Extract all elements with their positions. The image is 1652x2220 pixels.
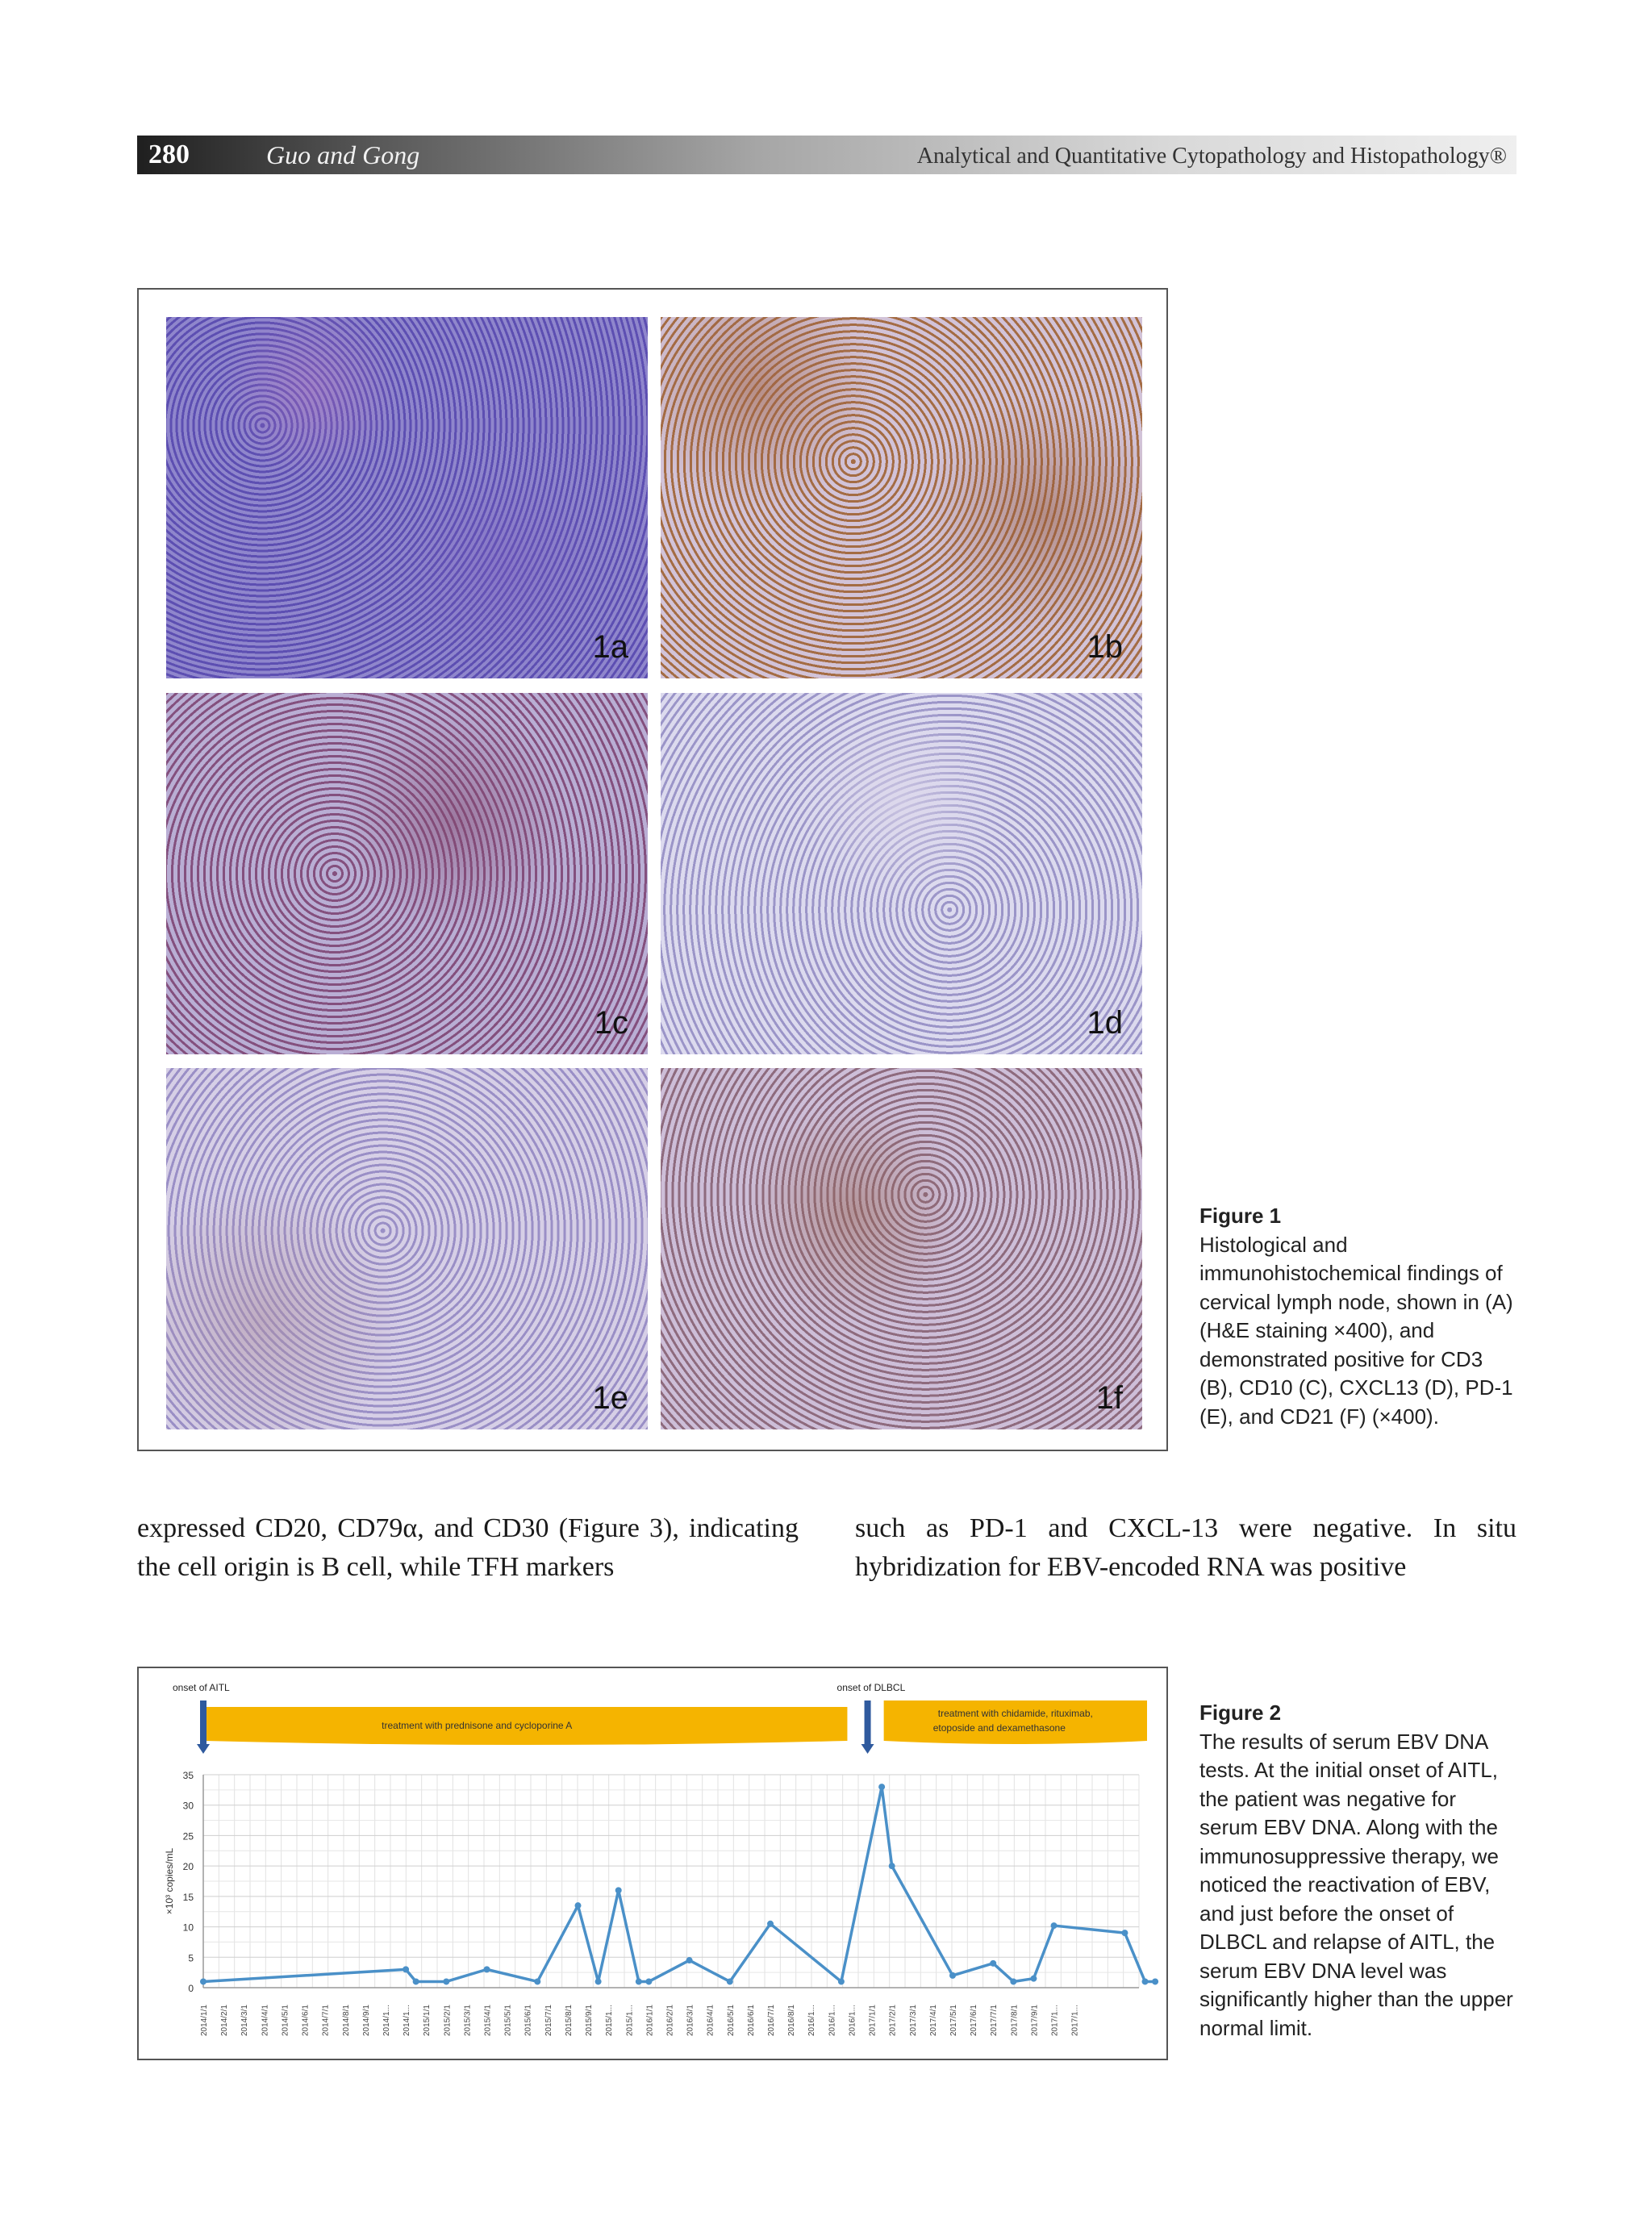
x-tick-label: 2016/4/1 <box>706 2005 715 2036</box>
x-tick-label: 2016/7/1 <box>767 2005 777 2036</box>
running-authors: Guo and Gong <box>266 140 420 169</box>
body-text-left: expressed CD20, CD79α, and CD30 (Figure 3), indicating the cell origin is B cell, while TFH markers <box>137 1513 799 1582</box>
x-tick-label: 2015/8/1 <box>564 2005 574 2036</box>
figure-1-caption <box>1199 1202 1514 1431</box>
data-point <box>484 1966 490 1972</box>
x-tick-label: 2017/6/1 <box>970 2005 979 2036</box>
data-point <box>1142 1978 1149 1984</box>
x-tick-label: 2016/8/1 <box>787 2005 797 2036</box>
panel-1f <box>661 1068 1142 1429</box>
figure-1 <box>137 288 1168 1451</box>
figure-1-caption-text: Histological and immunohistochemical findings of cervical lymph node, shown in (A) (H&E staining ×400), and demonstrated positive for CD3 (B), CD10 (C), CXCL13 (D), PD-1 (E), and CD21 (F) (×400). <box>1199 1232 1513 1429</box>
x-tick-label: 2017/1/1 <box>868 2005 878 2036</box>
y-tick-label: 35 <box>182 1770 194 1781</box>
y-tick-label: 10 <box>182 1922 194 1934</box>
data-point <box>636 1978 642 1984</box>
x-tick-label: 2015/5/1 <box>503 2005 513 2036</box>
x-tick-label: 2015/2/1 <box>443 2005 453 2036</box>
panel-label: 1f <box>1095 1380 1123 1416</box>
panel-label: 1e <box>592 1380 628 1416</box>
x-tick-label: 2014/5/1 <box>281 2005 290 2036</box>
data-point <box>767 1921 774 1927</box>
x-tick-label: 2014/1... <box>403 2005 412 2036</box>
x-tick-label: 2016/3/1 <box>686 2005 695 2036</box>
x-tick-label: 2017/8/1 <box>1010 2005 1020 2036</box>
onset-dlbcl-marker-label: onset of DLBCL <box>836 1682 906 1693</box>
panel-1b <box>661 317 1142 678</box>
x-tick-label: 2017/1... <box>1070 2005 1080 2036</box>
x-tick-label: 2016/1... <box>828 2005 837 2036</box>
onset-aitl-marker-arrow-head <box>197 1744 210 1754</box>
x-tick-label: 2015/3/1 <box>463 2005 473 2036</box>
y-axis-label: ×10³ copies/mL <box>164 1847 175 1915</box>
x-tick-label: 2014/6/1 <box>301 2005 311 2036</box>
data-point <box>575 1902 582 1909</box>
x-tick-label: 2017/4/1 <box>928 2005 938 2036</box>
data-point <box>645 1978 652 1984</box>
x-tick-label: 2017/1... <box>1050 2005 1060 2036</box>
data-point <box>1152 1978 1158 1984</box>
panel-label: 1a <box>592 629 628 665</box>
data-point <box>534 1978 540 1984</box>
panel-1a <box>166 317 648 678</box>
x-tick-label: 2016/6/1 <box>746 2005 756 2036</box>
x-tick-label: 2015/6/1 <box>524 2005 533 2036</box>
data-point <box>889 1863 895 1869</box>
ebv-dna-chart <box>139 1668 1166 2059</box>
x-tick-label: 2016/2/1 <box>665 2005 675 2036</box>
treatment-2-label-line2: etoposide and dexamethasone <box>932 1722 1066 1734</box>
y-tick-label: 30 <box>182 1800 194 1812</box>
x-tick-label: 2016/1... <box>807 2005 817 2036</box>
page-header <box>137 136 1516 174</box>
x-tick-label: 2017/7/1 <box>990 2005 999 2036</box>
data-point <box>949 1972 956 1979</box>
data-point <box>443 1978 449 1984</box>
x-tick-label: 2017/3/1 <box>908 2005 918 2036</box>
onset-dlbcl-marker-arrow-head <box>861 1744 874 1754</box>
panel-1c <box>166 693 648 1054</box>
data-point <box>1051 1922 1058 1929</box>
figure-1-caption-title: Figure 1 <box>1199 1204 1282 1228</box>
figure-2-caption <box>1199 1699 1514 2043</box>
x-tick-label: 2015/9/1 <box>585 2005 594 2036</box>
y-tick-label: 5 <box>188 1952 194 1964</box>
x-tick-label: 2015/4/1 <box>483 2005 493 2036</box>
y-tick-label: 15 <box>182 1891 194 1903</box>
data-point <box>595 1978 602 1984</box>
x-tick-label: 2014/2/1 <box>220 2005 230 2036</box>
x-tick-label: 2016/1/1 <box>645 2005 655 2036</box>
data-point <box>686 1957 693 1963</box>
data-point <box>1030 1976 1037 1982</box>
data-point <box>615 1887 622 1893</box>
x-tick-label: 2014/8/1 <box>341 2005 351 2036</box>
x-tick-label: 2015/1... <box>625 2005 635 2036</box>
x-tick-label: 2017/2/1 <box>888 2005 898 2036</box>
data-point <box>1121 1930 1128 1936</box>
data-point <box>413 1978 419 1984</box>
panel-label: 1d <box>1087 1005 1123 1041</box>
figure-2-caption-text: The results of serum EBV DNA tests. At the initial onset of AITL, the patient was negative for serum EBV DNA. Along with the immunosuppressive therapy, we noticed the reactivation of EBV, and just before the onset of DLBCL and relapse of AITL, the serum EBV DNA level was significantly higher than the upper normal limit. <box>1199 1729 1513 2040</box>
data-point <box>1010 1978 1016 1984</box>
x-tick-label: 2014/1... <box>382 2005 391 2036</box>
x-tick-label: 2015/7/1 <box>544 2005 553 2036</box>
onset-aitl-marker-label: onset of AITL <box>173 1682 230 1693</box>
y-tick-label: 20 <box>182 1861 194 1873</box>
journal-title: Analytical and Quantitative Cytopathology and Histopathology® <box>916 144 1507 169</box>
page-number: 280 <box>148 140 190 169</box>
x-tick-label: 2016/1... <box>848 2005 857 2036</box>
x-tick-label: 2014/3/1 <box>240 2005 250 2036</box>
data-point <box>990 1960 996 1967</box>
panel-1e <box>166 1068 648 1429</box>
onset-aitl-marker-arrow-shaft <box>200 1700 206 1746</box>
x-tick-label: 2014/4/1 <box>261 2005 270 2036</box>
panel-label: 1b <box>1087 629 1123 665</box>
body-text-right: such as PD-1 and CXCL-13 were negative. In situ hybridization for EBV-encoded RNA was positive <box>855 1513 1516 1582</box>
ebv-series-line <box>203 1787 1155 1981</box>
x-tick-label: 2014/7/1 <box>321 2005 331 2036</box>
data-point <box>727 1978 733 1984</box>
x-tick-label: 2014/1/1 <box>200 2005 209 2036</box>
onset-dlbcl-marker-arrow-shaft <box>865 1700 871 1746</box>
data-point <box>838 1978 845 1984</box>
figure-2 <box>137 1667 1168 2060</box>
y-tick-label: 0 <box>188 1983 194 1994</box>
x-tick-label: 2017/9/1 <box>1030 2005 1040 2036</box>
x-tick-label: 2016/5/1 <box>726 2005 736 2036</box>
data-point <box>200 1978 206 1984</box>
data-point <box>403 1966 409 1972</box>
figure-2-caption-title: Figure 2 <box>1199 1700 1282 1725</box>
x-tick-label: 2017/5/1 <box>949 2005 959 2036</box>
data-point <box>878 1784 885 1790</box>
panel-1d <box>661 693 1142 1054</box>
x-tick-label: 2015/1... <box>605 2005 615 2036</box>
treatment-2-label-line1: treatment with chidamide, rituximab, <box>937 1708 1093 1719</box>
y-tick-label: 25 <box>182 1830 194 1842</box>
x-tick-label: 2015/1/1 <box>423 2005 432 2036</box>
panel-label: 1c <box>594 1005 628 1041</box>
x-tick-label: 2014/9/1 <box>361 2005 371 2036</box>
treatment-1-label: treatment with prednisone and cycloporine A <box>382 1720 573 1731</box>
